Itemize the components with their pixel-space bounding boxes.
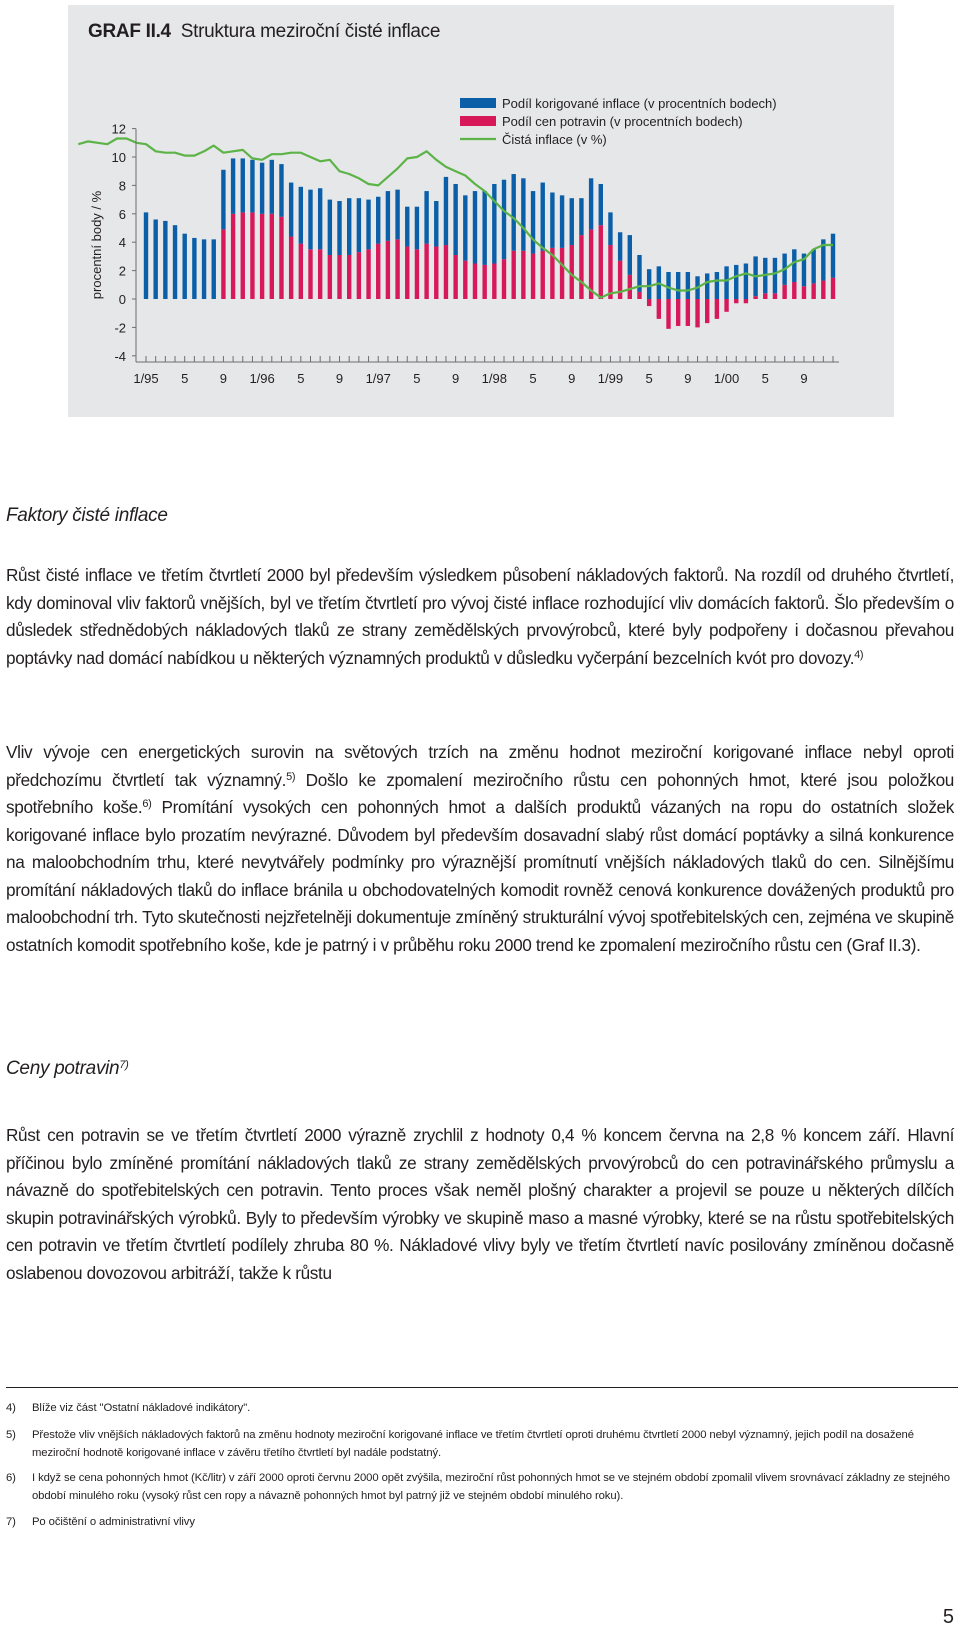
bar-food bbox=[444, 245, 448, 299]
x-tick-label: 9 bbox=[219, 371, 228, 386]
legend-label: Čistá inflace (v %) bbox=[502, 132, 607, 147]
bar-core bbox=[647, 269, 651, 299]
legend-swatch bbox=[460, 98, 496, 108]
bar-food bbox=[511, 251, 515, 299]
bar-core bbox=[831, 234, 835, 278]
footnote-ref-7: 7) bbox=[119, 1059, 129, 1071]
bar-food bbox=[250, 212, 254, 299]
bar-core bbox=[579, 198, 583, 235]
footnote-5 bbox=[6, 1427, 954, 1462]
y-tick-label: 8 bbox=[118, 178, 126, 194]
bar-food bbox=[482, 265, 486, 299]
footnote-5-num: 5) bbox=[6, 1429, 16, 1441]
x-tick-label: 9 bbox=[452, 371, 460, 386]
bar-food bbox=[376, 244, 380, 299]
x-tick-label: 1/96 bbox=[249, 371, 275, 386]
bar-core bbox=[453, 184, 457, 255]
bar-core bbox=[405, 207, 409, 247]
bar-food bbox=[260, 214, 264, 299]
bar-food bbox=[802, 286, 806, 299]
x-tick-label: 5 bbox=[413, 371, 421, 386]
bar-food bbox=[279, 217, 283, 299]
x-tick-label: 9 bbox=[335, 371, 344, 386]
footnote-ref-4: 4) bbox=[854, 648, 864, 661]
bar-food bbox=[705, 299, 709, 323]
y-tick-label: 12 bbox=[111, 121, 126, 137]
y-tick-label: 2 bbox=[118, 263, 126, 279]
bar-food bbox=[579, 235, 583, 299]
bar-food bbox=[608, 245, 612, 299]
bar-core bbox=[792, 249, 796, 282]
bar-food bbox=[221, 229, 225, 299]
bar-core bbox=[424, 191, 428, 244]
bar-food bbox=[792, 282, 796, 299]
bar-food bbox=[763, 293, 767, 299]
bar-core bbox=[299, 187, 303, 244]
bar-core bbox=[192, 238, 196, 299]
bar-core bbox=[628, 235, 632, 275]
bar-food bbox=[773, 293, 777, 299]
bar-food bbox=[434, 246, 438, 299]
bar-core bbox=[541, 183, 545, 251]
bar-core bbox=[183, 234, 187, 299]
footnote-4 bbox=[6, 1400, 954, 1418]
bar-core bbox=[144, 212, 148, 299]
bar-food bbox=[357, 252, 361, 299]
bar-food bbox=[289, 237, 293, 299]
y-tick-label: 0 bbox=[118, 292, 126, 307]
bar-core bbox=[444, 177, 448, 245]
bar-core bbox=[773, 258, 777, 294]
chart-svg bbox=[68, 5, 894, 417]
bar-core bbox=[511, 174, 515, 251]
bar-core bbox=[666, 272, 670, 299]
bar-core bbox=[599, 184, 603, 225]
bar-food bbox=[831, 278, 835, 299]
y-tick-label: 10 bbox=[111, 150, 126, 165]
x-tick-label: 5 bbox=[761, 371, 769, 386]
chart-title-bold: GRAF II.4 bbox=[88, 21, 171, 42]
paragraph-1-text: Růst čisté inflace ve třetím čtvrtletí 2000 byl především výsledkem působení nákladových faktorů. Na rozdíl od druhého čtvrtletí, kdy dominoval vliv faktorů vnějších, byl ve třetím čtvrtletí pro vývoj čisté inflace rozhodující vliv domácích faktorů. Šlo především o důsledek střednědobých nákladových tlaků ze strany zemědělských prvovýrobců, které byly podpořeny i dočasnou převahou poptávky nad domácí nabídkou u některých významných produktů v důsledku vyčerpání bezcelních kvót pro dovozy. bbox=[6, 565, 954, 668]
bar-core bbox=[531, 191, 535, 253]
x-tick-label: 5 bbox=[645, 371, 653, 386]
bar-core bbox=[734, 265, 738, 299]
bar-food bbox=[695, 299, 699, 327]
chart-panel bbox=[68, 5, 894, 417]
x-tick-label: 1/95 bbox=[133, 371, 159, 386]
bar-core bbox=[618, 232, 622, 260]
bar-food bbox=[676, 299, 680, 326]
bar-core bbox=[482, 191, 486, 265]
bar-core bbox=[811, 249, 815, 283]
bar-core bbox=[231, 158, 235, 213]
bar-core bbox=[328, 200, 332, 255]
bar-core bbox=[570, 198, 574, 245]
footnote-6 bbox=[6, 1470, 954, 1505]
bar-core bbox=[550, 193, 554, 248]
bar-core bbox=[202, 239, 206, 299]
bar-food bbox=[328, 255, 332, 299]
bar-food bbox=[666, 299, 670, 329]
x-tick-label: 1/00 bbox=[713, 371, 740, 386]
paragraph-2-text-a: Vliv vývoje cen energetických surovin na světových trzích na změnu hodnot meziroční korigované inflace nebyl oproti předchozímu čtvrtletí tak významný. bbox=[6, 742, 954, 790]
page-number: 5 bbox=[942, 1606, 954, 1628]
section-heading-ceny-potravin bbox=[6, 1058, 129, 1080]
bar-food bbox=[657, 299, 661, 319]
bar-food bbox=[618, 261, 622, 299]
x-tick-label: 9 bbox=[568, 371, 576, 386]
bar-food bbox=[560, 248, 564, 299]
bar-food bbox=[231, 214, 235, 299]
bar-core bbox=[686, 272, 690, 299]
bar-food bbox=[686, 299, 690, 326]
y-tick-label: -2 bbox=[114, 320, 126, 336]
footnote-6-text: I když se cena pohonných hmot (Kč/litr) v září 2000 oproti červnu 2000 opět zvýšila, meziroční růst pohonných hmot se ve stejném období zpomalil vlivem srovnávací základny ze stejného období minulého roku (vysoký růst cen ropy a návazně pohonných hmot byl patrný již ve stejném období minulého roku). bbox=[32, 1472, 950, 1502]
bar-food bbox=[299, 244, 303, 299]
bar-food bbox=[724, 299, 728, 312]
paragraph-3: Růst cen potravin se ve třetím čtvrtletí 2000 výrazně zrychlil z hodnoty 0,4 % koncem června na 2,8 % koncem září. Hlavní příčinou bylo zmíněné promítání nákladových tlaků ze strany zemědělských prvovýrobců do cen potravinářského průmyslu a návazně do spotřebitelských cen potravin. Tento proces však neměl plošný charakter a projevil se pouze u některých dílčích skupin potravinářských výrobků. Byly to především výrobky ve skupině maso a masné výrobky, které se na růstu spotřebitelských cen potravin ve třetím čtvrtletí podílely zhruba 80 %. Nákladové vlivy byly ve třetím čtvrtletí navíc posilovány zmíněnou dočasně oslabenou dovozovou arbitráží, takže k růstu bbox=[6, 1125, 954, 1283]
bar-core bbox=[434, 201, 438, 246]
bar-core bbox=[521, 178, 525, 250]
x-tick-label: 5 bbox=[297, 371, 305, 386]
bar-food bbox=[744, 299, 748, 303]
chart-title-text: Struktura meziroční čisté inflace bbox=[180, 21, 441, 42]
bar-food bbox=[366, 249, 370, 299]
bar-core bbox=[357, 198, 361, 252]
bar-core bbox=[279, 164, 283, 217]
x-tick-label: 9 bbox=[684, 371, 692, 386]
bar-food bbox=[715, 299, 719, 319]
bar-food bbox=[811, 283, 815, 299]
bar-core bbox=[705, 273, 709, 299]
bar-core bbox=[386, 191, 390, 241]
y-axis-label: procentní body / % bbox=[89, 190, 104, 300]
bar-core bbox=[308, 190, 312, 250]
bar-food bbox=[395, 239, 399, 299]
bar-core bbox=[241, 158, 245, 212]
bar-food bbox=[318, 249, 322, 299]
bar-food bbox=[473, 264, 477, 300]
bar-food bbox=[753, 296, 757, 299]
bar-food bbox=[337, 255, 341, 299]
x-tick-label: 5 bbox=[529, 371, 537, 386]
bar-food bbox=[531, 254, 535, 299]
paragraph-2-text-c: Promítání vysokých cen pohonných hmot a dalších produktů vázaných na ropu do ostatních složek korigované inflace bylo prozatím nevýrazné. Důvodem byl především dosavadní slabý růst domácí poptávky a silná konkurence na maloobchodním trhu, které nevytvářely podmínky pro výraznější promítnutí vnějších nákladových tlaků do cen. Silnějšímu promítání nákladových tlaků do inflace bránila u obchodovatelných komodit rovněž cenová konkurence dovážených produktů pro maloobchodní trh. Tyto skutečnosti nejzřetelněji dokumentuje zmíněný strukturální vývoj spotřebitelských cen, zejména ve skupině ostatních komodit spotřebního koše, kde je patrný i v průběhu roku 2000 trend ke zpomalení meziročního růstu cen (Graf II.3). bbox=[6, 797, 955, 955]
legend-swatch bbox=[460, 116, 496, 126]
bar-food bbox=[241, 212, 245, 299]
legend-label: Podíl cen potravin (v procentních bodech) bbox=[502, 114, 743, 129]
bar-core bbox=[608, 212, 612, 245]
x-tick-label: 5 bbox=[181, 371, 189, 386]
bar-core bbox=[270, 160, 274, 214]
bar-core bbox=[589, 178, 593, 229]
x-tick-label: 1/97 bbox=[365, 371, 391, 386]
footnote-5-text: Přestože vliv vnějších nákladových faktorů na změnu hodnoty meziroční korigované inflace ve třetím čtvrtletí oproti druhému čtvrtletí 2000 nebyl významný, jejich podíl na dosažené meziroční hodnotě korigované inflace v závěru třetího čtvrtletí byl nadále podstatný. bbox=[32, 1429, 914, 1459]
bar-core bbox=[163, 221, 167, 299]
section-heading-faktory: Faktory čisté inflace bbox=[6, 505, 168, 526]
bar-food bbox=[386, 241, 390, 299]
bar-food bbox=[270, 214, 274, 299]
bar-food bbox=[647, 299, 651, 306]
bar-core bbox=[492, 184, 496, 264]
bar-food bbox=[492, 264, 496, 300]
bar-core bbox=[153, 219, 157, 299]
bar-core bbox=[212, 239, 216, 299]
paragraph-2-text-b: Došlo ke zpomalení meziročního růstu cen pohonných hmot, které jsou položkou spotřebního koše. bbox=[6, 769, 954, 817]
bar-food bbox=[308, 249, 312, 299]
bar-food bbox=[415, 249, 419, 299]
footnote-4-text: Blíže viz část "Ostatní nákladové indikátory". bbox=[32, 1402, 251, 1414]
bar-core bbox=[715, 272, 719, 299]
legend-label: Podíl korigované inflace (v procentních bodech) bbox=[502, 96, 777, 111]
footnote-ref-6: 6) bbox=[142, 798, 152, 810]
bar-core bbox=[260, 163, 264, 214]
bar-food bbox=[405, 246, 409, 299]
bar-core bbox=[463, 195, 467, 260]
x-tick-label: 1/98 bbox=[481, 371, 507, 386]
bar-core bbox=[289, 183, 293, 237]
bar-core bbox=[502, 180, 506, 260]
bar-core bbox=[676, 272, 680, 299]
bar-food bbox=[821, 281, 825, 299]
y-tick-label: 6 bbox=[118, 206, 126, 222]
bar-core bbox=[173, 225, 177, 299]
bar-core bbox=[395, 190, 399, 240]
bar-food bbox=[637, 292, 641, 299]
bar-food bbox=[347, 255, 351, 299]
bar-core bbox=[744, 264, 748, 300]
paragraph-1 bbox=[6, 562, 954, 672]
bar-food bbox=[521, 251, 525, 299]
bar-food bbox=[782, 285, 786, 299]
bar-core bbox=[366, 200, 370, 250]
footnote-ref-5: 5) bbox=[286, 770, 296, 783]
bar-core bbox=[473, 191, 477, 263]
bar-food bbox=[463, 261, 467, 299]
bar-food bbox=[599, 225, 603, 299]
footnote-4-num: 4) bbox=[6, 1402, 16, 1414]
x-tick-label: 9 bbox=[800, 371, 808, 386]
bar-food bbox=[502, 259, 506, 299]
bar-food bbox=[734, 299, 738, 303]
bar-core bbox=[250, 160, 254, 213]
bar-core bbox=[221, 170, 225, 230]
bar-core bbox=[318, 188, 322, 249]
bar-food bbox=[424, 244, 428, 299]
bar-core bbox=[415, 207, 419, 250]
footnote-6-num: 6) bbox=[6, 1472, 16, 1484]
y-tick-label: 4 bbox=[118, 235, 126, 251]
bar-food bbox=[453, 255, 457, 299]
bar-core bbox=[724, 266, 728, 299]
y-tick-label: -4 bbox=[114, 348, 126, 364]
footnote-7-text: Po očištění o administrativní vlivy bbox=[32, 1516, 195, 1528]
bar-food bbox=[541, 251, 545, 299]
section-heading-ceny-potravin-text: Ceny potravin bbox=[6, 1058, 120, 1079]
bar-core bbox=[560, 195, 564, 248]
bar-core bbox=[337, 201, 341, 255]
bar-food bbox=[628, 275, 632, 299]
bar-core bbox=[376, 197, 380, 244]
bar-core bbox=[347, 198, 351, 255]
paragraph-2 bbox=[6, 739, 954, 959]
x-tick-label: 1/99 bbox=[597, 371, 624, 386]
footnote-7-num: 7) bbox=[6, 1516, 16, 1528]
footnote-divider bbox=[6, 1387, 958, 1388]
footnote-7 bbox=[6, 1514, 954, 1532]
